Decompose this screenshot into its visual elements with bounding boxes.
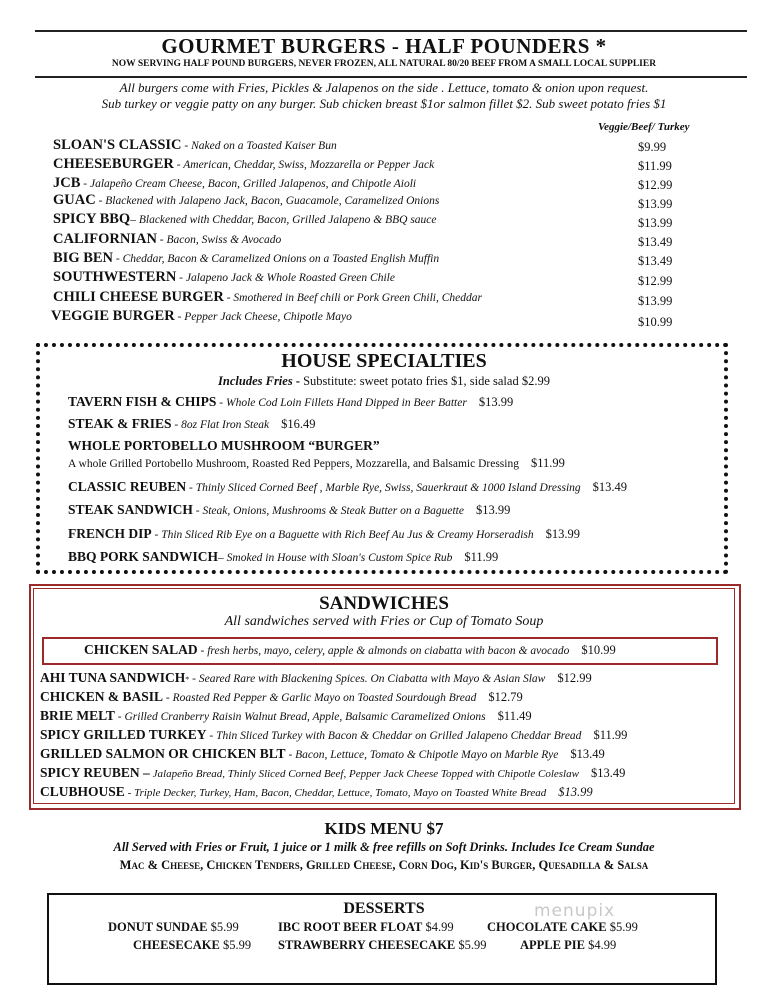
item-price: $9.99: [638, 140, 667, 154]
menu-item: BIG BEN - Cheddar, Bacon & Caramelized Onions on a Toasted English Muffin: [53, 250, 440, 266]
menu-item: CLASSIC REUBEN - Thinly Sliced Corned Beef , Marble Rye, Swiss, Sauerkraut & 1000 Island Dressing $13.49: [68, 479, 628, 494]
menu-item: SPICY GRILLED TURKEY - Thin Sliced Turkey with Bacon & Cheddar on Grilled Jalapeno Cheddar Bread $11.99: [40, 727, 628, 742]
item-price: $13.49: [638, 235, 673, 249]
item-price: $13.99: [638, 294, 673, 308]
watermark: menupix: [534, 901, 616, 921]
item-price: $13.99: [638, 216, 673, 230]
item-price: $10.99: [638, 315, 673, 329]
menu-item: FRENCH DIP - Thin Sliced Rib Eye on a Baguette with Rich Beef Au Jus & Creamy Horseradish $13.99: [68, 526, 580, 541]
desserts-title: DESSERTS: [343, 900, 425, 917]
item-price: $12.99: [638, 178, 673, 192]
menu-item: AHI TUNA SANDWICH* - Seared Rare with Blackening Spices. On Ciabatta with Mayo & Asian Slaw $12.99: [40, 670, 592, 685]
menu-item: GUAC - Blackened with Jalapeno Jack, Bacon, Guacamole, Caramelized Onions: [53, 192, 440, 208]
item-price: $13.99: [638, 197, 673, 211]
menu-item: SPICY BBQ– Blackened with Cheddar, Bacon, Grilled Jalapeno & BBQ sauce: [53, 211, 437, 227]
dessert-item: STRAWBERRY CHEESECAKE $5.99: [278, 938, 487, 952]
menu-item: JCB - Jalapeño Cream Cheese, Bacon, Grilled Jalapenos, and Chipotle Aioli: [53, 175, 417, 191]
item-price: $13.49: [638, 254, 673, 268]
menu-item: WHOLE PORTOBELLO MUSHROOM “BURGER”: [68, 438, 380, 453]
menu-item: STEAK & FRIES - 8oz Flat Iron Steak $16.49: [68, 416, 316, 431]
menu-item: SOUTHWESTERN - Jalapeno Jack & Whole Roasted Green Chile: [53, 269, 395, 285]
sandwiches-subtitle: All sandwiches served with Fries or Cup of Tomato Soup: [224, 614, 544, 629]
dessert-item: APPLE PIE $4.99: [520, 938, 617, 952]
menu-item: GRILLED SALMON OR CHICKEN BLT - Bacon, Lettuce, Tomato & Chipotle Mayo on Marble Rye $13.49: [40, 746, 605, 761]
page-title: GOURMET BURGERS - HALF POUNDERS *: [161, 34, 607, 58]
page-subtitle: NOW SERVING HALF POUND BURGERS, NEVER FROZEN, ALL NATURAL 80/20 BEEF FROM A SMALL LOCAL SUPPLIER: [111, 59, 657, 69]
menu-item-detail: A whole Grilled Portobello Mushroom, Roasted Red Peppers, Mozzarella, and Balsamic Dressing $11.99: [68, 456, 565, 470]
burger-note-2: Sub turkey or veggie patty on any burger. Sub chicken breast $1or salmon fillet $2. Sub sweet potato fries $1: [101, 96, 667, 111]
house-specialties-note: Includes Fries - Substitute: sweet potato fries $1, side salad $2.99: [218, 374, 550, 388]
kids-menu-items: Mac & Cheese, Chicken Tenders, Grilled Cheese, Corn Dog, Kid's Burger, Quesadilla & Salsa: [119, 858, 649, 872]
menu-item: CHICKEN & BASIL - Roasted Red Pepper & Garlic Mayo on Toasted Sourdough Bread $12.79: [40, 689, 523, 704]
menu-item: CALIFORNIAN - Bacon, Swiss & Avocado: [53, 231, 282, 247]
sandwiches-title: SANDWICHES: [319, 593, 449, 614]
item-price: $11.99: [638, 159, 672, 173]
kids-menu-subtitle: All Served with Fries or Fruit, 1 juice or 1 milk & free refills on Soft Drinks. Includes Ice Cream Sundae: [113, 840, 655, 854]
dessert-item: CHEESECAKE $5.99: [133, 938, 252, 952]
menu-item: TAVERN FISH & CHIPS - Whole Cod Loin Fillets Hand Dipped in Beer Batter $13.99: [68, 394, 514, 409]
menu-item: VEGGIE BURGER - Pepper Jack Cheese, Chipotle Mayo: [51, 308, 352, 324]
menu-item: SLOAN'S CLASSIC - Naked on a Toasted Kaiser Bun: [53, 137, 337, 153]
menu-item: STEAK SANDWICH - Steak, Onions, Mushrooms & Steak Butter on a Baguette $13.99: [68, 502, 511, 517]
patty-options-label: Veggie/Beef/ Turkey: [598, 121, 690, 133]
kids-menu-title: KIDS MENU $7: [324, 819, 444, 838]
featured-menu-item: CHICKEN SALAD - fresh herbs, mayo, celery, apple & almonds on ciabatta with bacon & avocado $10.99: [84, 642, 616, 657]
item-price: $12.99: [638, 274, 673, 288]
menu-item: CLUBHOUSE - Triple Decker, Turkey, Ham, Bacon, Cheddar, Lettuce, Tomato, Mayo on Toasted White Bread $13.99: [40, 784, 593, 799]
menu-item: BRIE MELT - Grilled Cranberry Raisin Walnut Bread, Apple, Balsamic Caramelized Onions $11.49: [40, 708, 532, 723]
burger-note-1: All burgers come with Fries, Pickles & Jalapenos on the side . Lettuce, tomato & onion upon request.: [119, 80, 649, 95]
menu-item: CHEESEBURGER - American, Cheddar, Swiss, Mozzarella or Pepper Jack: [53, 156, 435, 172]
menu-item: CHILI CHEESE BURGER - Smothered in Beef chili or Pork Green Chili, Cheddar: [53, 289, 482, 305]
dessert-item: DONUT SUNDAE $5.99: [108, 920, 239, 934]
menu-item: BBQ PORK SANDWICH– Smoked in House with Sloan's Custom Spice Rub $11.99: [68, 549, 499, 564]
menu-item: SPICY REUBEN – Jalapeño Bread, Thinly Sliced Corned Beef, Pepper Jack Cheese Topped with Chipotle Coleslaw $13.49: [40, 765, 626, 780]
dessert-item: CHOCOLATE CAKE $5.99: [487, 920, 638, 934]
house-specialties-title: HOUSE SPECIALTIES: [281, 350, 487, 372]
dessert-item: IBC ROOT BEER FLOAT $4.99: [278, 920, 454, 934]
